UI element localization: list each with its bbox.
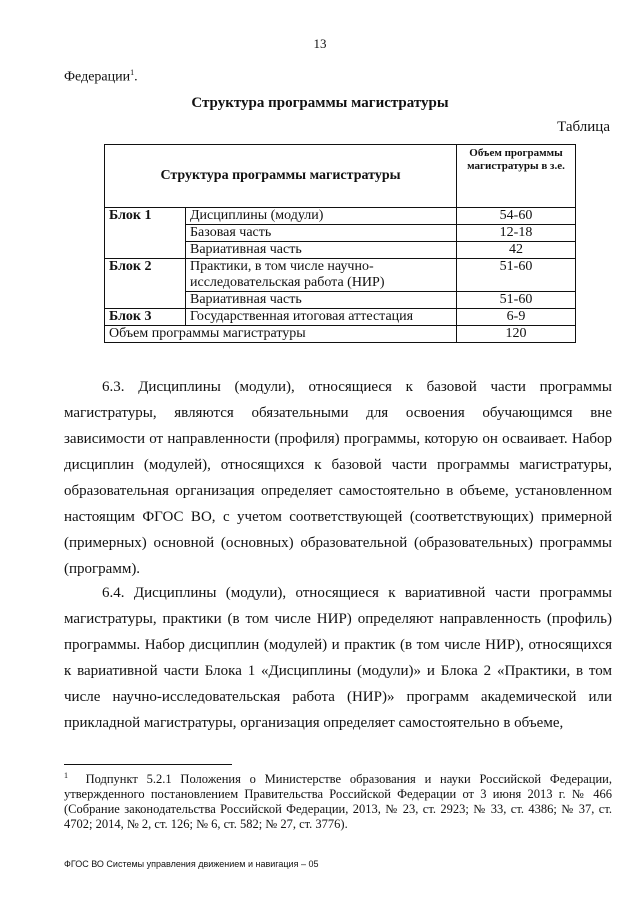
- row-name: Вариативная часть: [186, 292, 457, 309]
- footnote-mark: 1: [64, 771, 68, 780]
- row-value: 42: [457, 242, 576, 259]
- block-1-label: Блок 1: [105, 208, 186, 259]
- row-value: 54-60: [457, 208, 576, 225]
- row-name: Вариативная часть: [186, 242, 457, 259]
- table-row: [105, 208, 576, 225]
- block-2-label: Блок 2: [105, 259, 186, 309]
- continued-text: [64, 68, 138, 86]
- row-value: 51-60: [457, 292, 576, 309]
- row-value: 51-60: [457, 259, 576, 292]
- header-volume: Объем программы магистратуры в з.е.: [457, 145, 576, 208]
- footnote-text: Подпункт 5.2.1 Положения о Министерстве образования и науки Российской Федерации, утвержденного постановлением Правительства Российской Федерации от 3 июня 2013 г. № 466 (Собрание законодательства Российской Федерации, 2013, № 23, ст. 2923; № 33, ст. 4386; № 37, ст. 4702; 2014, № 2, ст. 126; № 6, ст. 582; № 27, ст. 3776).: [64, 772, 612, 832]
- header-structure: Структура программы магистратуры: [105, 145, 457, 208]
- continued-word: Федерации: [64, 69, 131, 85]
- total-name: Объем программы магистратуры: [105, 326, 457, 343]
- total-value: 120: [457, 326, 576, 343]
- paragraph-6-3: [64, 374, 612, 582]
- footnote-divider: [64, 764, 232, 765]
- row-name: Дисциплины (модули): [186, 208, 457, 225]
- continued-punct: .: [134, 69, 138, 85]
- table-label: Таблица: [557, 119, 610, 135]
- program-structure-table: [104, 144, 576, 343]
- paragraph-6-4: [64, 580, 612, 736]
- row-name: Государственная итоговая аттестация: [186, 309, 457, 326]
- footnote: [64, 768, 612, 832]
- section-title: Структура программы магистратуры: [191, 95, 449, 111]
- block-3-label: Блок 3: [105, 309, 186, 326]
- row-value: 12-18: [457, 225, 576, 242]
- paragraph-text: 6.4. Дисциплины (модули), относящиеся к вариативной части программы магистратуры, практики (в том числе НИР) определяют направленность (профиль) программы. Набор дисциплин (модулей) и практик (в том числе НИР), относящихся к вариативной части Блока 1 «Дисциплины (модули)» и Блока 2 «Практики, в том числе научно-исследовательская работа (НИР)» программ академической или прикладной магистратуры, организация определяет самостоятельно в объеме,: [64, 585, 612, 731]
- table-total-row: [105, 326, 576, 343]
- page-number: 13: [313, 36, 327, 51]
- page-footer: ФГОС ВО Системы управления движением и навигация – 05: [64, 859, 319, 869]
- table-row: [105, 259, 576, 292]
- table-header-row: [105, 145, 576, 208]
- row-name: Практики, в том числе научно-исследовательская работа (НИР): [186, 259, 457, 292]
- row-name: Базовая часть: [186, 225, 457, 242]
- table-row: [105, 309, 576, 326]
- footnote-ref[interactable]: 1: [130, 68, 135, 77]
- paragraph-text: 6.3. Дисциплины (модули), относящиеся к базовой части программы магистратуры, являются обязательными для освоения обучающимся вне зависимости от направленности (профиля) программы, которую он осваивает. Набор дисциплин (модулей), относящихся к базовой части программы магистратуры, образовательная организация определяет самостоятельно в объеме, установленном настоящим ФГОС ВО, с учетом соответствующей (соответствующих) примерной (примерных) основной (основных) образовательной (образовательных) программы (программ).: [64, 379, 612, 577]
- row-value: 6-9: [457, 309, 576, 326]
